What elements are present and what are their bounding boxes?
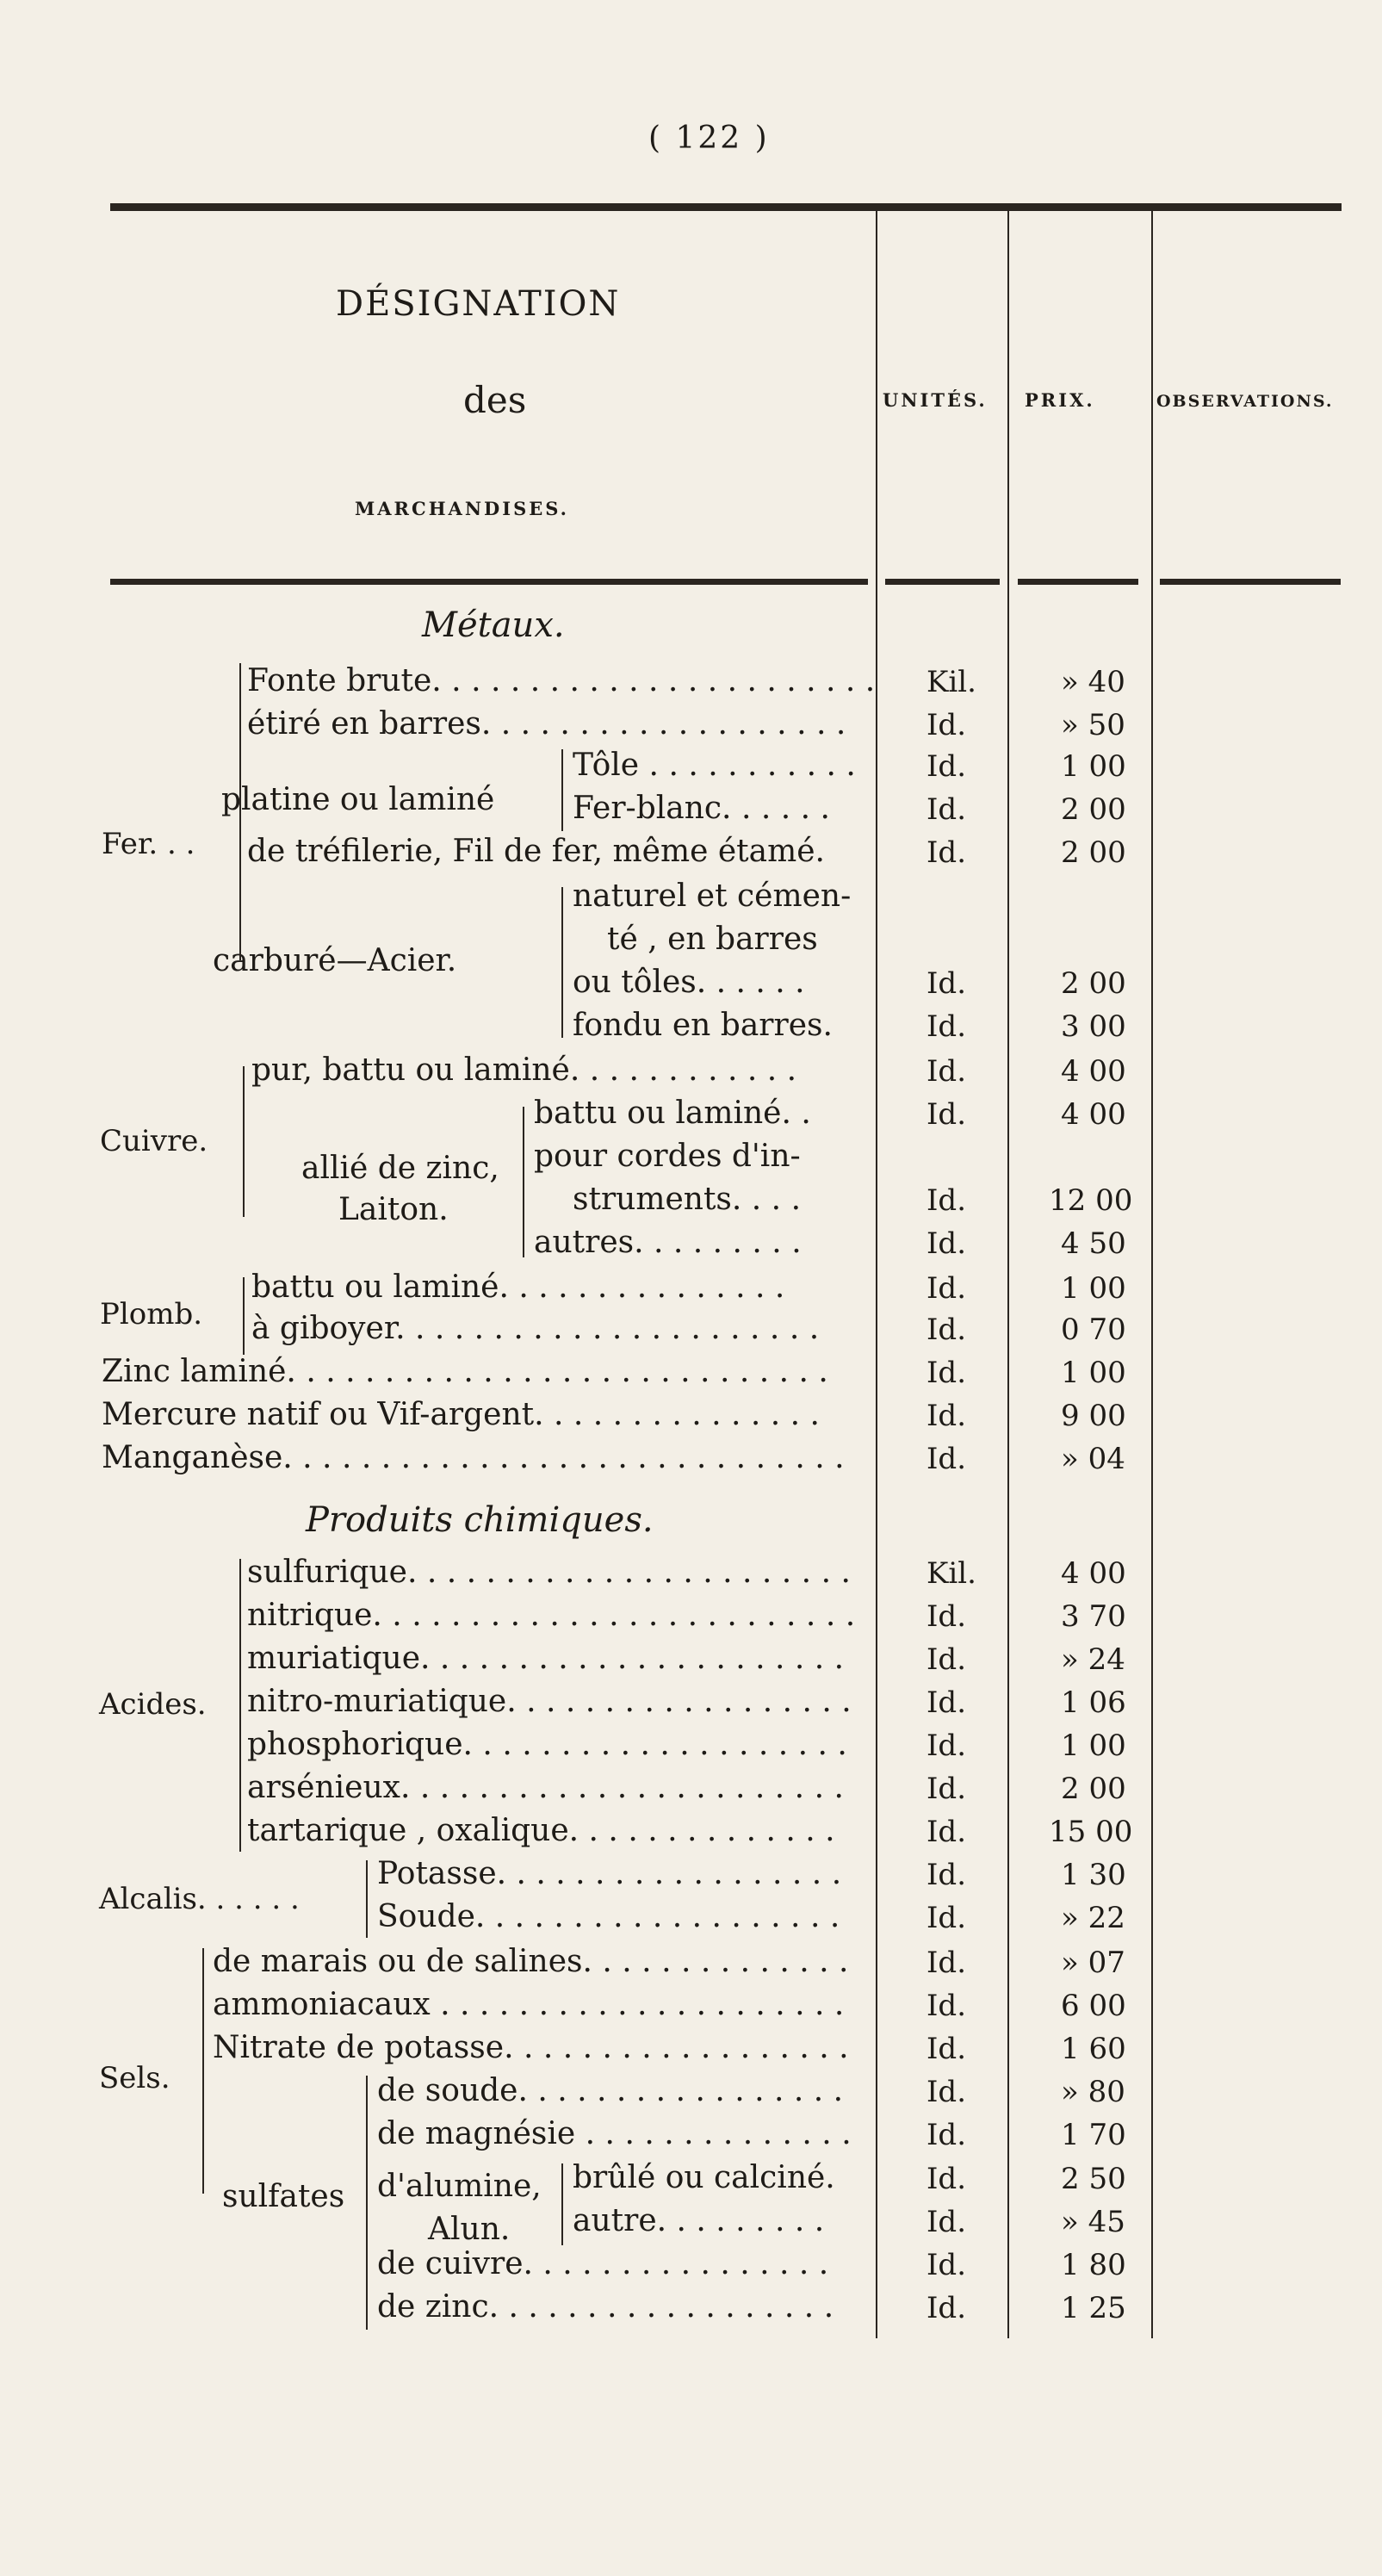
row-label: Tôle . . . . . . . . . . . <box>573 748 856 783</box>
row-price: 1 25 <box>1061 2291 1126 2325</box>
row-unit: Id. <box>926 1858 967 1892</box>
row-label: nitro-muriatique. . . . . . . . . . . . . . . . . . <box>247 1684 852 1719</box>
row-label: de magnésie . . . . . . . . . . . . . . <box>377 2116 852 2151</box>
row-label: de soude. . . . . . . . . . . . . . . . . <box>377 2073 844 2108</box>
group-acides: Acides. <box>99 1687 207 1722</box>
brace-alcalis <box>366 1860 368 1938</box>
row-unit: Kil. <box>926 665 976 699</box>
subgroup-laiton: Laiton. <box>338 1192 449 1227</box>
row-label: ou tôles. . . . . . <box>573 965 805 1000</box>
header-observations: OBSERVATIONS. <box>1156 392 1334 411</box>
row-price: 1 00 <box>1061 1271 1126 1306</box>
row-price: 1 70 <box>1061 2118 1126 2152</box>
row-price: » 04 <box>1061 1442 1125 1476</box>
row-price: 15 00 <box>1049 1815 1133 1849</box>
row-unit: Id. <box>926 708 967 742</box>
row-unit: Id. <box>926 1901 967 1935</box>
row-label: nitrique. . . . . . . . . . . . . . . . . . . . . . . . . <box>247 1598 856 1633</box>
row-label: de zinc. . . . . . . . . . . . . . . . . . <box>377 2289 834 2325</box>
row-price: » 45 <box>1061 2205 1125 2239</box>
row-price: 1 06 <box>1061 1685 1126 1720</box>
row-price: 9 00 <box>1061 1399 1126 1433</box>
row-label: struments. . . . <box>573 1182 802 1217</box>
page-number: ( 122 ) <box>648 121 770 156</box>
row-price: 1 00 <box>1061 1356 1126 1390</box>
group-alcalis: Alcalis. . . . . . <box>99 1882 300 1916</box>
row-label: phosphorique. . . . . . . . . . . . . . . . . . . . <box>247 1727 847 1762</box>
row-label: battu ou laminé. . <box>534 1096 811 1131</box>
row-label: sulfurique. . . . . . . . . . . . . . . . . . . . . . . <box>247 1555 851 1590</box>
subgroup-alun: Alun. <box>428 2212 511 2247</box>
subgroup-allie: allié de zinc, <box>301 1151 499 1186</box>
row-label: de cuivre. . . . . . . . . . . . . . . . <box>377 2246 829 2281</box>
section-chimiques: Produits chimiques. <box>306 1500 654 1540</box>
brace-fer <box>239 663 241 960</box>
row-price: » 24 <box>1061 1642 1125 1677</box>
row-label: battu ou laminé. . . . . . . . . . . . . . . <box>251 1269 785 1305</box>
row-unit: Id. <box>926 1009 967 1044</box>
row-label: Fer-blanc. . . . . . <box>573 791 830 826</box>
brace-acides <box>239 1559 241 1852</box>
row-label: arsénieux. . . . . . . . . . . . . . . . . . . . . . . <box>247 1770 844 1805</box>
row-unit: Id. <box>926 835 967 870</box>
brace-sulfates <box>366 2076 368 2330</box>
row-price: 0 70 <box>1061 1313 1126 1347</box>
row-unit: Id. <box>926 1399 967 1433</box>
row-label: ammoniacaux . . . . . . . . . . . . . . . . . . . . . <box>213 1987 845 2022</box>
header-rule-price <box>1018 579 1138 585</box>
header-rule-units <box>885 579 1000 585</box>
brace-sels <box>202 1948 204 2194</box>
row-label: à giboyer. . . . . . . . . . . . . . . . . . . . . . <box>251 1311 820 1346</box>
col-divider-obs <box>1151 211 1153 2338</box>
row-label: pur, battu ou laminé. . . . . . . . . . . . <box>251 1052 797 1088</box>
group-plomb: Plomb. <box>100 1297 203 1331</box>
group-cuivre: Cuivre. <box>100 1124 208 1158</box>
row-unit: Id. <box>926 792 967 827</box>
group-sels: Sels. <box>99 2061 170 2095</box>
row-label: de marais ou de salines. . . . . . . . . . . . . . <box>213 1944 849 1979</box>
brace-acier <box>561 887 563 1038</box>
row-price: 2 50 <box>1061 2162 1126 2196</box>
row-label: Zinc laminé. . . . . . . . . . . . . . . . . . . . . . . . . . . . <box>102 1354 828 1389</box>
header-designation: DÉSIGNATION <box>336 284 621 324</box>
row-unit: Id. <box>926 2032 967 2066</box>
row-label: té , en barres <box>607 922 818 957</box>
row-label: Mercure natif ou Vif-argent. . . . . . . . . . . . . . . <box>102 1397 820 1432</box>
row-unit: Id. <box>926 1989 967 2023</box>
row-unit: Id. <box>926 966 967 1001</box>
row-label: fondu en barres. <box>573 1008 833 1043</box>
top-rule <box>110 203 1342 211</box>
subgroup-carbure: carburé—Acier. <box>213 943 457 978</box>
row-unit: Id. <box>926 1183 967 1218</box>
row-price: 4 00 <box>1061 1054 1126 1089</box>
row-price: 1 60 <box>1061 2032 1126 2066</box>
row-label: pour cordes d'in- <box>534 1139 801 1174</box>
row-unit: Id. <box>926 1815 967 1849</box>
brace-cuivre <box>243 1066 245 1217</box>
group-fer: Fer. . . <box>102 827 195 861</box>
row-label: Fonte brute. . . . . . . . . . . . . . . . . . . . . . . <box>247 663 876 698</box>
row-price: 1 80 <box>1061 2248 1126 2282</box>
brace-alun <box>561 2163 563 2245</box>
row-label: autre. . . . . . . . . <box>573 2203 825 2238</box>
row-unit: Id. <box>926 749 967 784</box>
row-price: » 40 <box>1061 665 1125 699</box>
row-unit: Id. <box>926 1054 967 1089</box>
row-price: 6 00 <box>1061 1989 1126 2023</box>
row-price: 1 30 <box>1061 1858 1126 1892</box>
row-label: Soude. . . . . . . . . . . . . . . . . . . <box>377 1899 840 1934</box>
row-price: 4 50 <box>1061 1226 1126 1261</box>
row-price: 3 70 <box>1061 1599 1126 1634</box>
header-rule-obs <box>1160 579 1341 585</box>
subgroup-lamine: platine ou laminé <box>221 782 495 817</box>
row-unit: Id. <box>926 2291 967 2325</box>
row-label: étiré en barres. . . . . . . . . . . . . . . . . . . <box>247 706 846 742</box>
row-unit: Id. <box>926 1729 967 1763</box>
row-unit: Id. <box>926 2118 967 2152</box>
row-unit: Id. <box>926 1685 967 1720</box>
row-unit: Id. <box>926 1226 967 1261</box>
row-unit: Id. <box>926 1772 967 1806</box>
row-unit: Id. <box>926 1946 967 1980</box>
row-unit: Id. <box>926 1356 967 1390</box>
row-price: 2 00 <box>1061 1772 1126 1806</box>
brace-laiton <box>523 1107 524 1257</box>
row-unit: Kil. <box>926 1556 976 1591</box>
header-rule <box>110 579 868 585</box>
row-price: 1 00 <box>1061 1729 1126 1763</box>
row-price: 3 00 <box>1061 1009 1126 1044</box>
row-unit: Id. <box>926 2075 967 2109</box>
row-unit: Id. <box>926 1442 967 1476</box>
header-units: UNITÉS. <box>883 389 988 411</box>
row-unit: Id. <box>926 1642 967 1677</box>
row-price: 4 00 <box>1061 1556 1126 1591</box>
row-price: » 80 <box>1061 2075 1125 2109</box>
row-label: autres. . . . . . . . . <box>534 1225 802 1260</box>
row-price: » 50 <box>1061 708 1125 742</box>
row-unit: Id. <box>926 1313 967 1347</box>
row-label: de tréfilerie, Fil de fer, même étamé. <box>247 834 825 869</box>
row-label: Potasse. . . . . . . . . . . . . . . . . . <box>377 1856 842 1891</box>
row-price: 2 00 <box>1061 792 1126 827</box>
header-des: des <box>463 379 527 421</box>
row-label: naturel et cémen- <box>573 878 852 914</box>
row-unit: Id. <box>926 2205 967 2239</box>
brace-plomb <box>243 1277 245 1355</box>
row-price: 1 00 <box>1061 749 1126 784</box>
row-label: Nitrate de potasse. . . . . . . . . . . . . . . . . . <box>213 2030 849 2065</box>
row-price: 2 00 <box>1061 835 1126 870</box>
row-unit: Id. <box>926 2248 967 2282</box>
header-price: PRIX. <box>1025 389 1095 411</box>
row-price: » 22 <box>1061 1901 1125 1935</box>
row-label: Manganèse. . . . . . . . . . . . . . . . . . . . . . . . . . . . . <box>102 1440 845 1475</box>
row-label: brûlé ou calciné. <box>573 2160 835 2195</box>
row-unit: Id. <box>926 1097 967 1132</box>
subgroup-alumine: d'alumine, <box>377 2169 542 2204</box>
col-divider-price <box>1007 211 1009 2338</box>
brace-lamine <box>561 749 563 831</box>
header-marchandises: MARCHANDISES. <box>355 498 569 519</box>
row-label: muriatique. . . . . . . . . . . . . . . . . . . . . . <box>247 1641 845 1676</box>
section-metaux: Métaux. <box>422 605 565 645</box>
col-divider-units <box>876 211 877 2338</box>
row-price: » 07 <box>1061 1946 1125 1980</box>
row-unit: Id. <box>926 1271 967 1306</box>
row-unit: Id. <box>926 1599 967 1634</box>
row-price: 2 00 <box>1061 966 1126 1001</box>
subgroup-sulfates: sulfates <box>222 2179 345 2214</box>
row-price: 4 00 <box>1061 1097 1126 1132</box>
row-unit: Id. <box>926 2162 967 2196</box>
row-label: tartarique , oxalique. . . . . . . . . . . . . . <box>247 1813 835 1848</box>
row-price: 12 00 <box>1049 1183 1133 1218</box>
